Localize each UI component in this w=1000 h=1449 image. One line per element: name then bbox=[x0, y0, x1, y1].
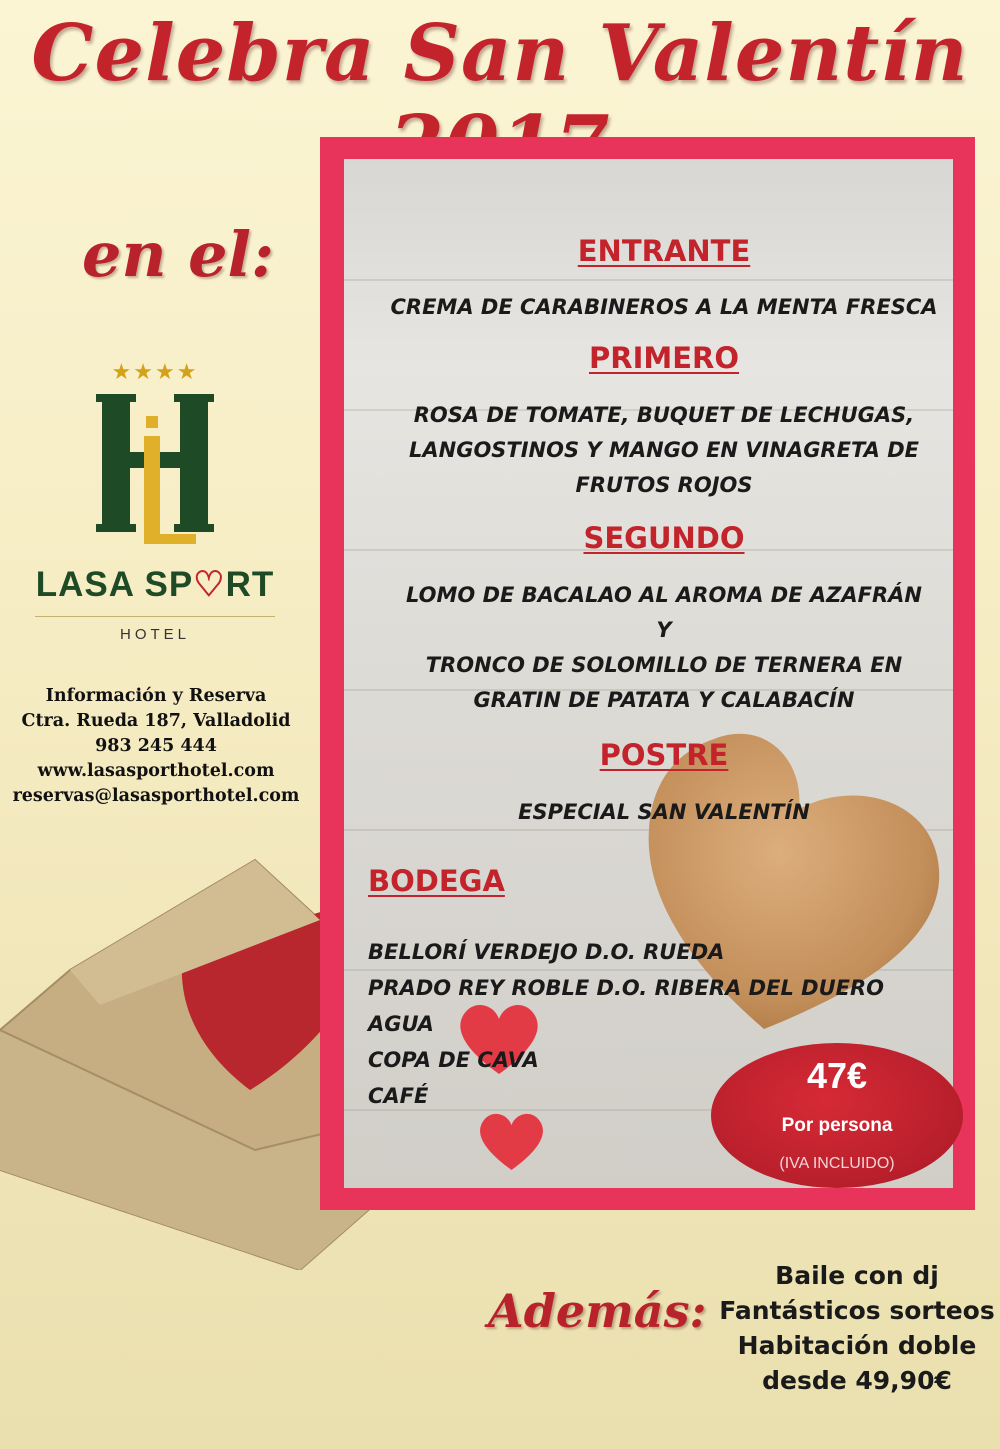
contact-heading: Información y Reserva bbox=[45, 686, 267, 706]
hotel-subtitle: HOTEL bbox=[119, 626, 190, 643]
heart-o-icon: ♡ bbox=[193, 565, 226, 604]
hl-monogram-icon bbox=[30, 384, 280, 544]
list-item: Baile con dj bbox=[775, 1261, 939, 1290]
list-item: CAFÉ bbox=[368, 1084, 429, 1108]
page-title: Celebra San Valentín bbox=[31, 8, 969, 99]
dish-line: Y bbox=[656, 618, 672, 642]
dish-line: FRUTOS ROJOS bbox=[575, 473, 753, 497]
list-item: PRADO REY ROBLE D.O. RIBERA DEL DUERO bbox=[368, 976, 884, 1000]
brand-text-left: LASA SP bbox=[35, 565, 194, 604]
price-amount: 47€ bbox=[806, 1055, 868, 1096]
dish-line: GRATIN DE PATATA Y CALABACÍN bbox=[473, 688, 855, 712]
hotel-brand bbox=[30, 565, 280, 605]
dish-line: ROSA DE TOMATE, BUQUET DE LECHUGAS, bbox=[413, 403, 915, 427]
list-item: Habitación doble bbox=[737, 1331, 977, 1360]
list-item: desde 49,90€ bbox=[762, 1366, 952, 1395]
list-item: AGUA bbox=[368, 1012, 434, 1036]
dish-postre: ESPECIAL SAN VALENTÍN bbox=[518, 800, 810, 824]
list-item: Fantásticos sorteos bbox=[719, 1296, 995, 1325]
small-heart-icon bbox=[474, 1109, 549, 1174]
star-rating-icon: ★★★★ bbox=[111, 360, 199, 385]
contact-info bbox=[0, 684, 312, 809]
price-tax-note: (IVA INCLUIDO) bbox=[779, 1155, 895, 1172]
section-heading-segundo: SEGUNDO bbox=[583, 521, 745, 555]
section-heading-bodega: BODEGA bbox=[368, 864, 505, 898]
section-heading-primero: PRIMERO bbox=[588, 341, 740, 375]
price-badge bbox=[711, 1043, 963, 1188]
contact-email-link[interactable]: reservas@lasasporthotel.com bbox=[12, 786, 300, 806]
contact-address: Ctra. Rueda 187, Valladolid bbox=[21, 711, 291, 731]
extras-list bbox=[712, 1258, 1000, 1398]
price-per-person: Por persona bbox=[781, 1115, 893, 1136]
extras-label: Además: bbox=[488, 1284, 707, 1338]
contact-phone: 983 245 444 bbox=[95, 736, 217, 756]
brand-text-right: RT bbox=[225, 565, 275, 604]
list-item: COPA DE CAVA bbox=[368, 1048, 539, 1072]
section-heading-postre: POSTRE bbox=[599, 738, 729, 772]
contact-website-link[interactable]: www.lasasporthotel.com bbox=[37, 761, 275, 781]
intro-text: en el: bbox=[82, 218, 274, 291]
dish-segundo bbox=[344, 578, 984, 718]
list-item: BELLORÍ VERDEJO D.O. RUEDA bbox=[368, 940, 725, 964]
hotel-logo bbox=[30, 360, 280, 660]
dish-line: LOMO DE BACALAO AL AROMA DE AZAFRÁN bbox=[406, 583, 922, 607]
dish-line: TRONCO DE SOLOMILLO DE TERNERA EN bbox=[425, 653, 903, 677]
dish-entrante: CREMA DE CARABINEROS A LA MENTA FRESCA bbox=[390, 295, 938, 319]
section-heading-entrante: ENTRANTE bbox=[577, 234, 751, 268]
logo-divider bbox=[35, 616, 275, 617]
dish-line: LANGOSTINOS Y MANGO EN VINAGRETA DE bbox=[409, 438, 919, 462]
dish-primero bbox=[344, 398, 984, 503]
